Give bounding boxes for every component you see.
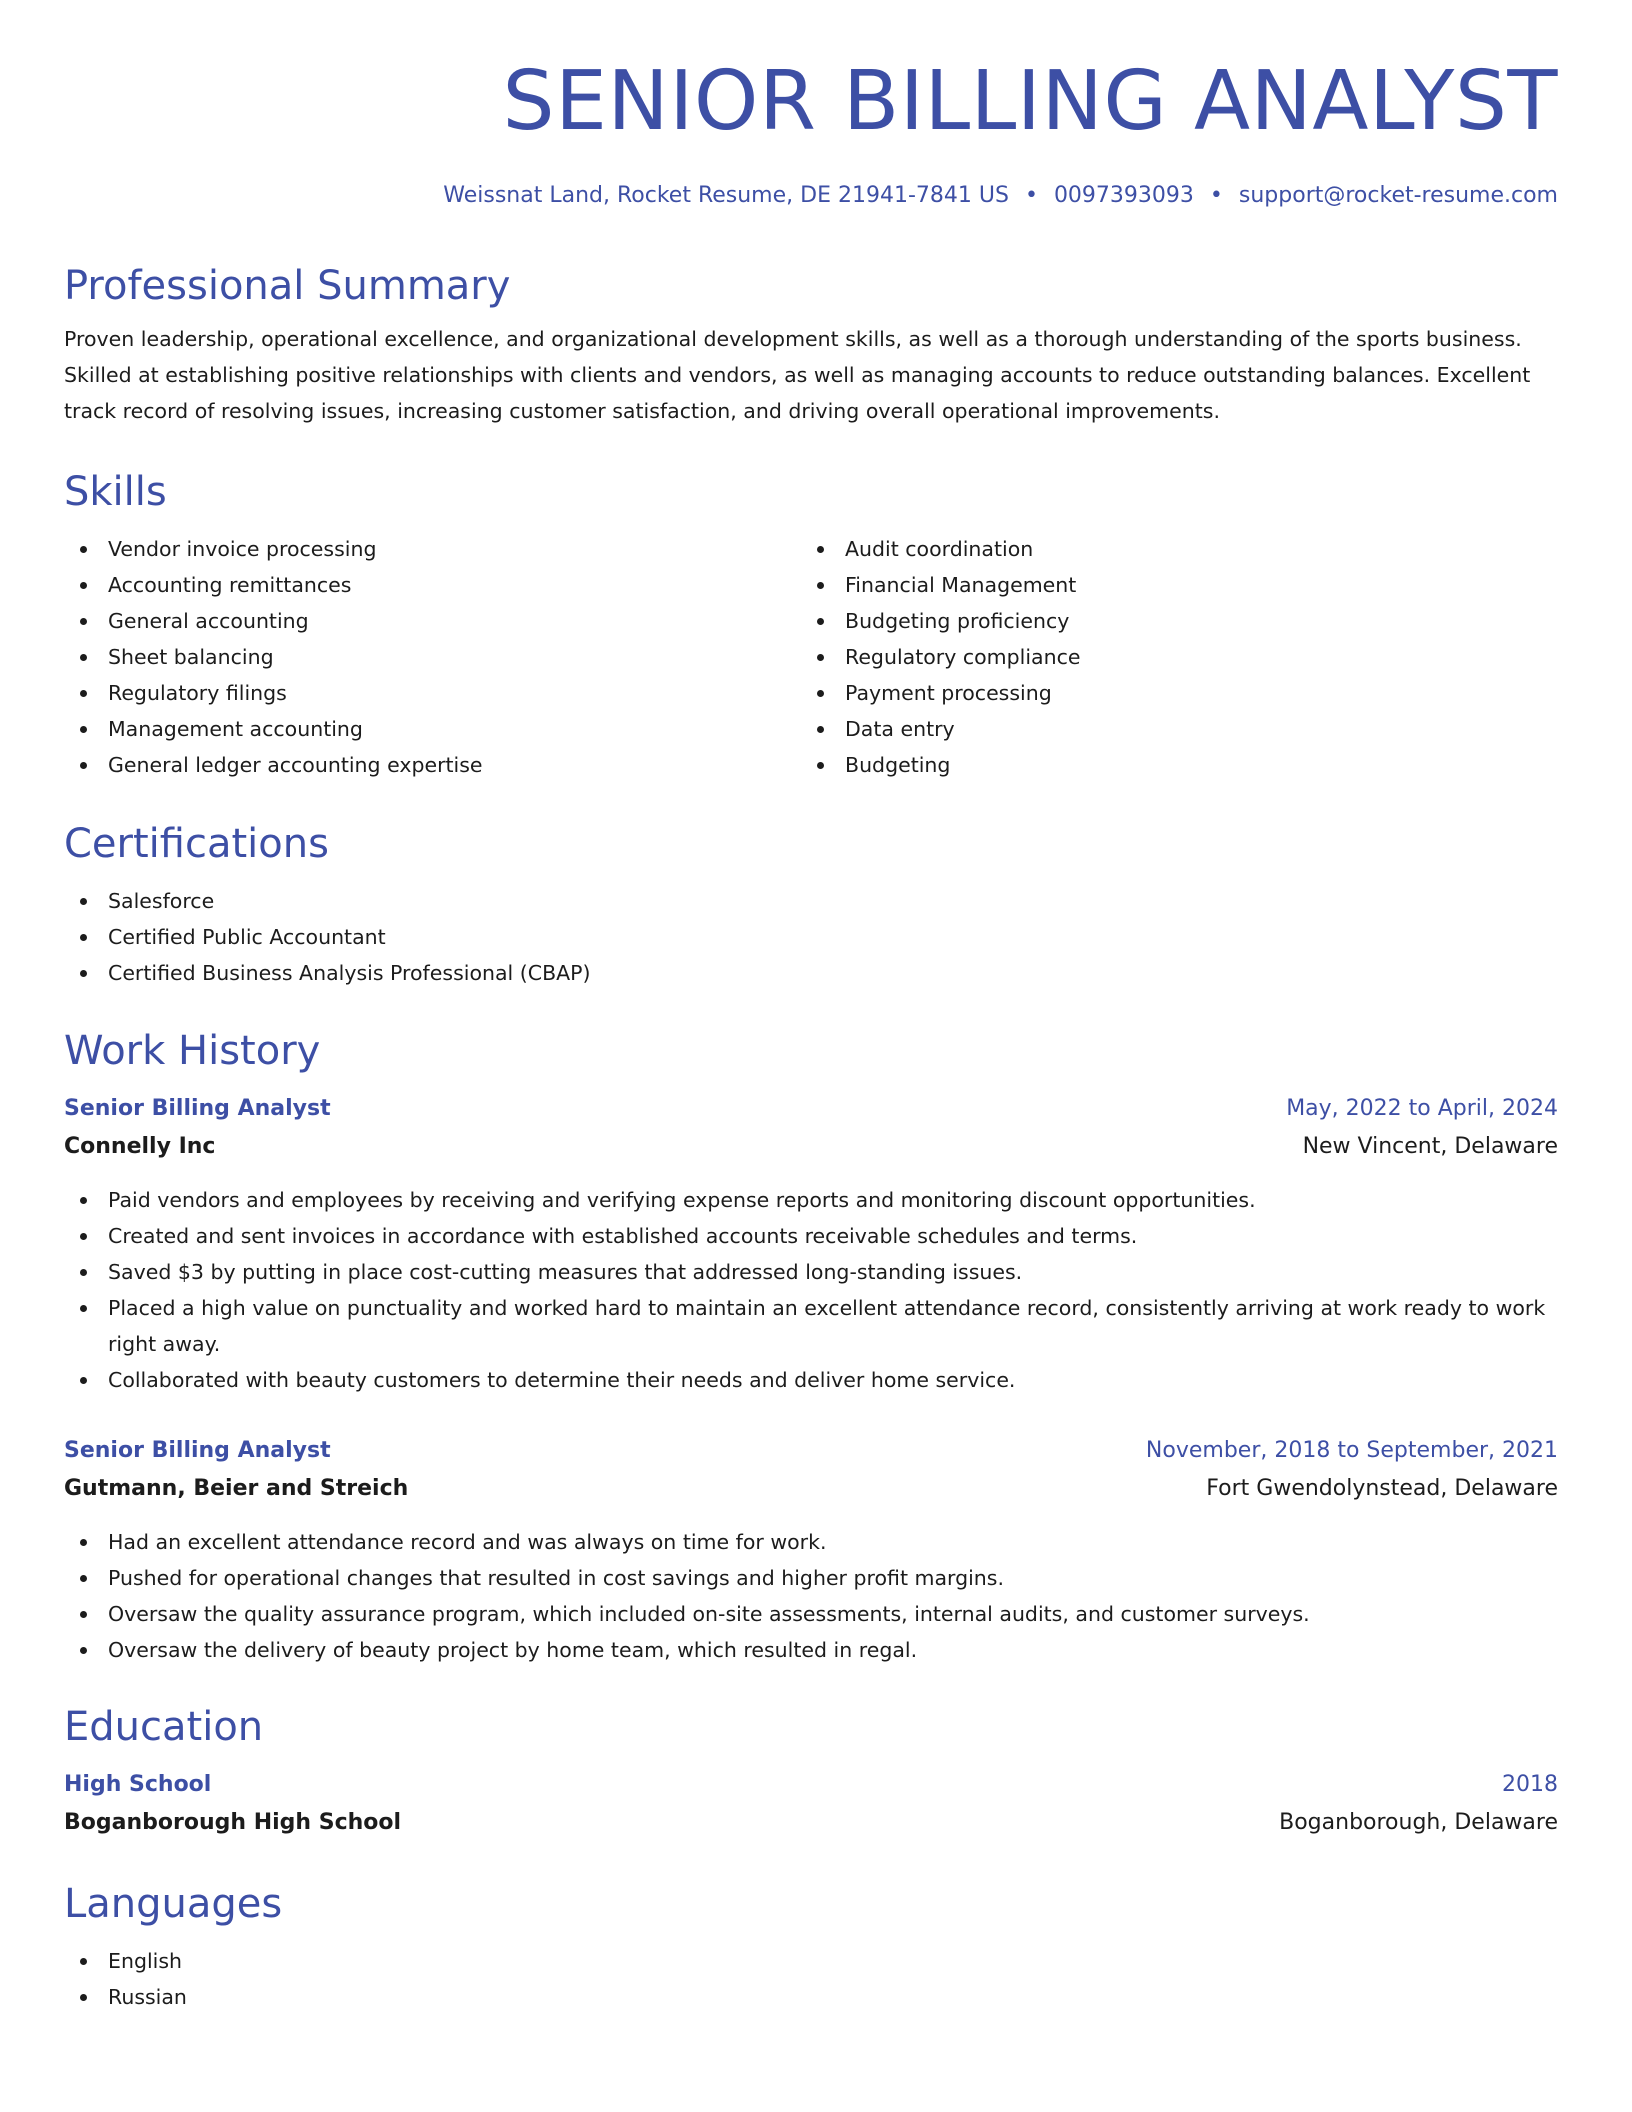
- contact-email[interactable]: support@rocket-resume.com: [1238, 183, 1558, 208]
- skill-item: [64, 639, 801, 675]
- job-bullet: [64, 1290, 1558, 1362]
- job-location: New Vincent, Delaware: [1302, 1134, 1558, 1159]
- bullet-icon: [80, 1575, 87, 1582]
- skill-item-list: [801, 531, 1538, 783]
- bullet-icon: [80, 1539, 87, 1546]
- languages-section: [64, 1877, 1558, 2015]
- bullet-icon: [80, 934, 87, 941]
- skill-item: [801, 747, 1538, 783]
- contact-separator: •: [1209, 183, 1223, 208]
- skills-columns: [64, 531, 1558, 783]
- certification-item-list: [64, 883, 1558, 991]
- skill-item-text: Data entry: [845, 717, 955, 741]
- bullet-icon: [80, 762, 87, 769]
- skill-item: [64, 603, 801, 639]
- skill-item-text: Audit coordination: [845, 537, 1034, 561]
- bullet-icon: [80, 1197, 87, 1204]
- skill-item: [64, 711, 801, 747]
- bullet-icon: [80, 1269, 87, 1276]
- skill-item: [64, 567, 801, 603]
- education-location: Boganborough, Delaware: [1279, 1810, 1558, 1835]
- bullet-icon: [80, 546, 87, 553]
- bullet-icon: [80, 970, 87, 977]
- job-entry: [64, 1432, 1558, 1668]
- summary-text: Proven leadership, operational excellence, and organizational development skills, as well as a thorough understanding of the sports business. Skilled at establishing positive relationships with clients and vendors, as well as managing accounts to reduce outstanding balances. Excellent track record of resolving issues, increasing customer satisfaction, and driving overall operational improvements.: [64, 327, 1531, 423]
- job-bullet-list: [64, 1182, 1558, 1398]
- bullet-icon: [80, 1611, 87, 1618]
- bullet-icon: [80, 898, 87, 905]
- job-bullet: [64, 1362, 1558, 1398]
- job-header-row: [64, 1432, 1558, 1470]
- education-degree: High School: [64, 1772, 212, 1797]
- job-bullet-text: Oversaw the delivery of beauty project by home team, which resulted in regal.: [108, 1638, 918, 1662]
- skill-item: [64, 747, 801, 783]
- bullet-icon: [80, 690, 87, 697]
- job-bullet: [64, 1524, 1558, 1560]
- skill-item-text: Sheet balancing: [108, 645, 274, 669]
- contact-phone: 0097393093: [1053, 183, 1194, 208]
- job-dates: May, 2022 to April, 2024: [1286, 1096, 1558, 1121]
- work-history-heading: Work History: [64, 1028, 321, 1074]
- bullet-icon: [80, 1233, 87, 1240]
- job-company-row: [64, 1470, 1558, 1508]
- skill-item: [801, 603, 1538, 639]
- bullet-icon: [80, 726, 87, 733]
- skills-section: [64, 465, 1558, 783]
- bullet-icon: [80, 1994, 87, 2001]
- skill-item: [64, 531, 801, 567]
- bullet-icon: [80, 654, 87, 661]
- bullet-icon: [817, 726, 824, 733]
- job-bullet-text: Pushed for operational changes that resulted in cost savings and higher profit margins.: [108, 1566, 1004, 1590]
- contact-separator: •: [1024, 183, 1038, 208]
- skill-item: [801, 675, 1538, 711]
- job-company-row: [64, 1128, 1558, 1166]
- language-item-text: Russian: [108, 1985, 187, 2009]
- skill-item: [801, 711, 1538, 747]
- bullet-icon: [80, 1958, 87, 1965]
- skill-item-text: Vendor invoice processing: [108, 537, 377, 561]
- job-header-row: [64, 1090, 1558, 1128]
- job-bullet: [64, 1596, 1558, 1632]
- bullet-icon: [817, 618, 824, 625]
- job-bullet: [64, 1254, 1558, 1290]
- certification-item-text: Certified Public Accountant: [108, 925, 386, 949]
- certification-item: [64, 919, 1558, 955]
- bullet-icon: [80, 582, 87, 589]
- job-title: Senior Billing Analyst: [64, 1096, 331, 1121]
- job-bullet: [64, 1632, 1558, 1668]
- skill-item-text: Regulatory filings: [108, 681, 287, 705]
- education-entry: [64, 1766, 1558, 1842]
- certification-item: [64, 883, 1558, 919]
- skill-item-text: Budgeting: [845, 753, 951, 777]
- job-bullet-text: Paid vendors and employees by receiving and verifying expense reports and monitoring discount opportunities.: [108, 1188, 1256, 1212]
- skills-column-right: [801, 531, 1538, 783]
- job-company: Gutmann, Beier and Streich: [64, 1476, 409, 1501]
- education-section: [64, 1700, 1558, 1842]
- job-bullet-list: [64, 1524, 1558, 1668]
- skills-heading: Skills: [64, 469, 167, 515]
- work-history-section: [64, 1024, 1558, 1668]
- job-location: Fort Gwendolynstead, Delaware: [1206, 1476, 1558, 1501]
- education-year: 2018: [1502, 1772, 1558, 1797]
- skill-item-text: General accounting: [108, 609, 309, 633]
- bullet-icon: [817, 762, 824, 769]
- job-title: Senior Billing Analyst: [64, 1438, 331, 1463]
- language-item-list: [64, 1943, 1558, 2015]
- contact-address: Weissnat Land, Rocket Resume, DE 21941-7841 US: [443, 183, 1009, 208]
- skill-item-text: Payment processing: [845, 681, 1052, 705]
- skills-column-left: [64, 531, 801, 783]
- skill-item-text: General ledger accounting expertise: [108, 753, 483, 777]
- skill-item-text: Financial Management: [845, 573, 1077, 597]
- bullet-icon: [80, 1377, 87, 1384]
- contact-line: [443, 180, 1558, 212]
- language-item: [64, 1979, 1558, 2015]
- education-school-row: [64, 1804, 1558, 1842]
- bullet-icon: [817, 690, 824, 697]
- language-item: [64, 1943, 1558, 1979]
- certification-item-text: Salesforce: [108, 889, 215, 913]
- job-bullet: [64, 1182, 1558, 1218]
- job-bullet: [64, 1560, 1558, 1596]
- certifications-section: [64, 817, 1558, 991]
- skill-item-text: Accounting remittances: [108, 573, 352, 597]
- job-bullet-text: Created and sent invoices in accordance with established accounts receivable schedules and terms.: [108, 1224, 1138, 1248]
- resume-title: SENIOR BILLING ANALYST: [502, 54, 1558, 149]
- certification-item-text: Certified Business Analysis Professional (CBAP): [108, 961, 591, 985]
- summary-heading: Professional Summary: [64, 263, 511, 309]
- languages-heading: Languages: [64, 1881, 283, 1927]
- skill-item-text: Budgeting proficiency: [845, 609, 1070, 633]
- education-heading: Education: [64, 1704, 264, 1750]
- summary-section: [64, 259, 1558, 429]
- bullet-icon: [80, 1305, 87, 1312]
- bullet-icon: [817, 546, 824, 553]
- bullet-icon: [80, 1647, 87, 1654]
- bullet-icon: [80, 618, 87, 625]
- certification-item: [64, 955, 1558, 991]
- job-bullet-text: Collaborated with beauty customers to determine their needs and deliver home service.: [108, 1368, 1016, 1392]
- skill-item: [801, 531, 1538, 567]
- skill-item-list: [64, 531, 801, 783]
- job-dates: November, 2018 to September, 2021: [1145, 1438, 1558, 1463]
- job-bullet-text: Saved $3 by putting in place cost-cutting measures that addressed long-standing issues.: [108, 1260, 1023, 1284]
- skill-item: [801, 567, 1538, 603]
- skill-item: [801, 639, 1538, 675]
- job-bullet: [64, 1218, 1558, 1254]
- skill-item-text: Management accounting: [108, 717, 363, 741]
- skill-item: [64, 675, 801, 711]
- education-school: Boganborough High School: [64, 1810, 402, 1835]
- job-entry: [64, 1090, 1558, 1398]
- education-header-row: [64, 1766, 1558, 1804]
- bullet-icon: [817, 654, 824, 661]
- certifications-heading: Certifications: [64, 821, 329, 867]
- job-bullet-text: Had an excellent attendance record and was always on time for work.: [108, 1530, 827, 1554]
- job-bullet-text: Oversaw the quality assurance program, which included on-site assessments, internal audits, and customer surveys.: [108, 1602, 1310, 1626]
- bullet-icon: [817, 582, 824, 589]
- job-company: Connelly Inc: [64, 1134, 216, 1159]
- language-item-text: English: [108, 1949, 183, 1973]
- job-bullet-text: Placed a high value on punctuality and worked hard to maintain an excellent attendance record, consistently arriving at work ready to work right away.: [108, 1296, 1546, 1356]
- skill-item-text: Regulatory compliance: [845, 645, 1081, 669]
